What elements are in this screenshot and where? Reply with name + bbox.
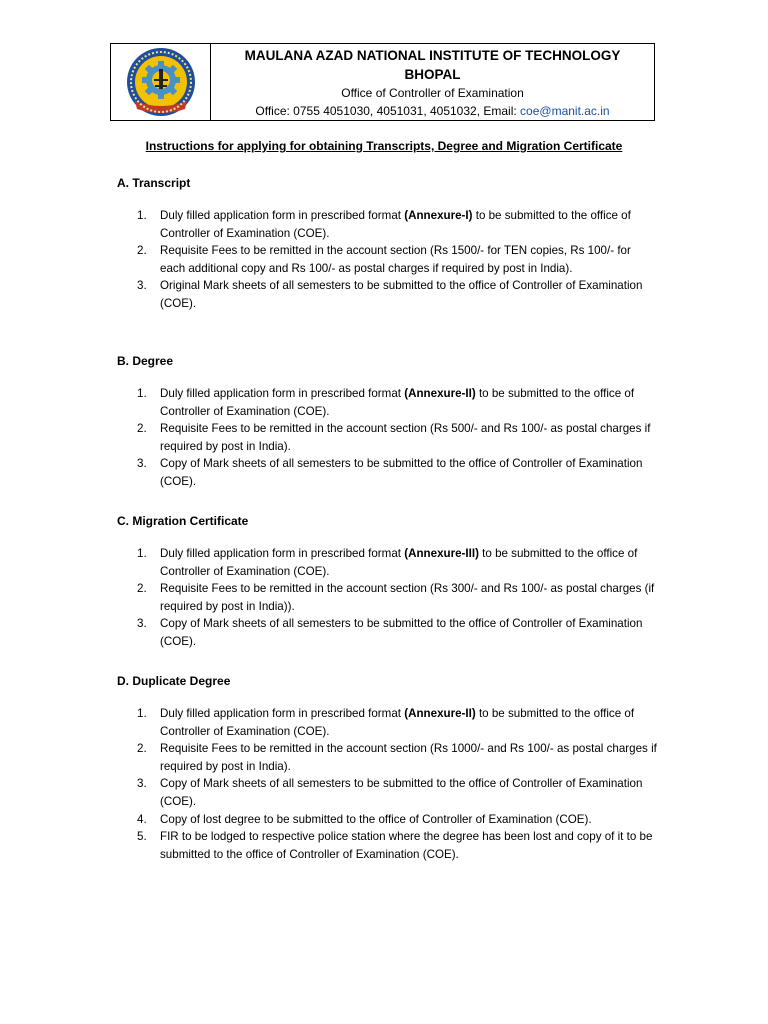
list-item: 2. Requisite Fees to be remitted in the account section (Rs 1000/- and Rs 100/- as postal charges if required by post in India). — [137, 742, 657, 773]
list-item: 1. Duly filled application form in prescribed format (Annexure-I) to be submitted to the office of Controller of Examination (COE). — [137, 209, 631, 240]
institute-seal-icon — [117, 45, 205, 119]
document-title: Instructions for applying for obtaining Transcripts, Degree and Migration Certificate — [145, 139, 623, 153]
section-heading: C. Migration Certificate — [117, 514, 249, 528]
section-heading: B. Degree — [117, 354, 174, 368]
institute-name: MAULANA AZAD NATIONAL INSTITUTE OF TECHNOLOGY — [244, 47, 621, 63]
list-item: 3. Copy of Mark sheets of all semesters to be submitted to the office of Controller of Examination (COE). — [137, 617, 643, 648]
instruction-list — [117, 705, 657, 863]
list-item: 3. Original Mark sheets of all semesters to be submitted to the office of Controller of Examination (COE). — [137, 279, 643, 310]
email-link[interactable]: coe@manit.ac.in — [520, 103, 610, 118]
list-item: 1. Duly filled application form in prescribed format (Annexure-II) to be submitted to the office of Controller of Examination (COE). — [137, 707, 635, 738]
letterhead — [110, 43, 655, 121]
instruction-list — [117, 545, 657, 651]
section-migration-certificate — [117, 513, 657, 651]
list-item: 1. Duly filled application form in prescribed format (Annexure-II) to be submitted to the office of Controller of Examination (COE). — [137, 387, 635, 418]
list-item: 1. Duly filled application form in prescribed format (Annexure-III) to be submitted to the office of Controller of Examination (COE). — [137, 547, 638, 578]
office-name: Office of Controller of Examination — [341, 85, 524, 100]
list-item: 4. Copy of lost degree to be submitted to the office of Controller of Examination (COE). — [137, 812, 592, 826]
contact-line — [255, 102, 609, 120]
section-duplicate-degree — [117, 673, 657, 863]
list-item: 3. Copy of Mark sheets of all semesters to be submitted to the office of Controller of Examination (COE). — [137, 457, 643, 488]
instruction-list — [117, 385, 657, 491]
list-item: 2. Requisite Fees to be remitted in the account section (Rs 300/- and Rs 100/- as postal charges (if required by post in India)). — [137, 582, 655, 613]
section-heading: A. Transcript — [117, 176, 191, 190]
instruction-list — [117, 207, 657, 313]
list-item: 5. FIR to be lodged to respective police station where the degree has been lost and copy of it to be submitted to the office of Controller of Examination (COE). — [137, 830, 653, 861]
section-heading: D. Duplicate Degree — [117, 674, 231, 688]
list-item: 2. Requisite Fees to be remitted in the account section (Rs 500/- and Rs 100/- as postal charges if required by post in India). — [137, 422, 651, 453]
list-item: 2. Requisite Fees to be remitted in the account section (Rs 1500/- for TEN copies, Rs 100/- for each additional copy and Rs 100/- as postal charges if required by post in India). — [137, 244, 631, 275]
list-item: 3. Copy of Mark sheets of all semesters to be submitted to the office of Controller of Examination (COE). — [137, 777, 643, 808]
institute-city: BHOPAL — [404, 66, 461, 82]
letterhead-text — [211, 44, 654, 120]
logo-cell — [111, 44, 211, 120]
section-transcript — [117, 175, 657, 313]
contact-phones: Office: 0755 4051030, 4051031, 4051032, Email: — [255, 103, 521, 118]
section-degree — [117, 353, 657, 491]
